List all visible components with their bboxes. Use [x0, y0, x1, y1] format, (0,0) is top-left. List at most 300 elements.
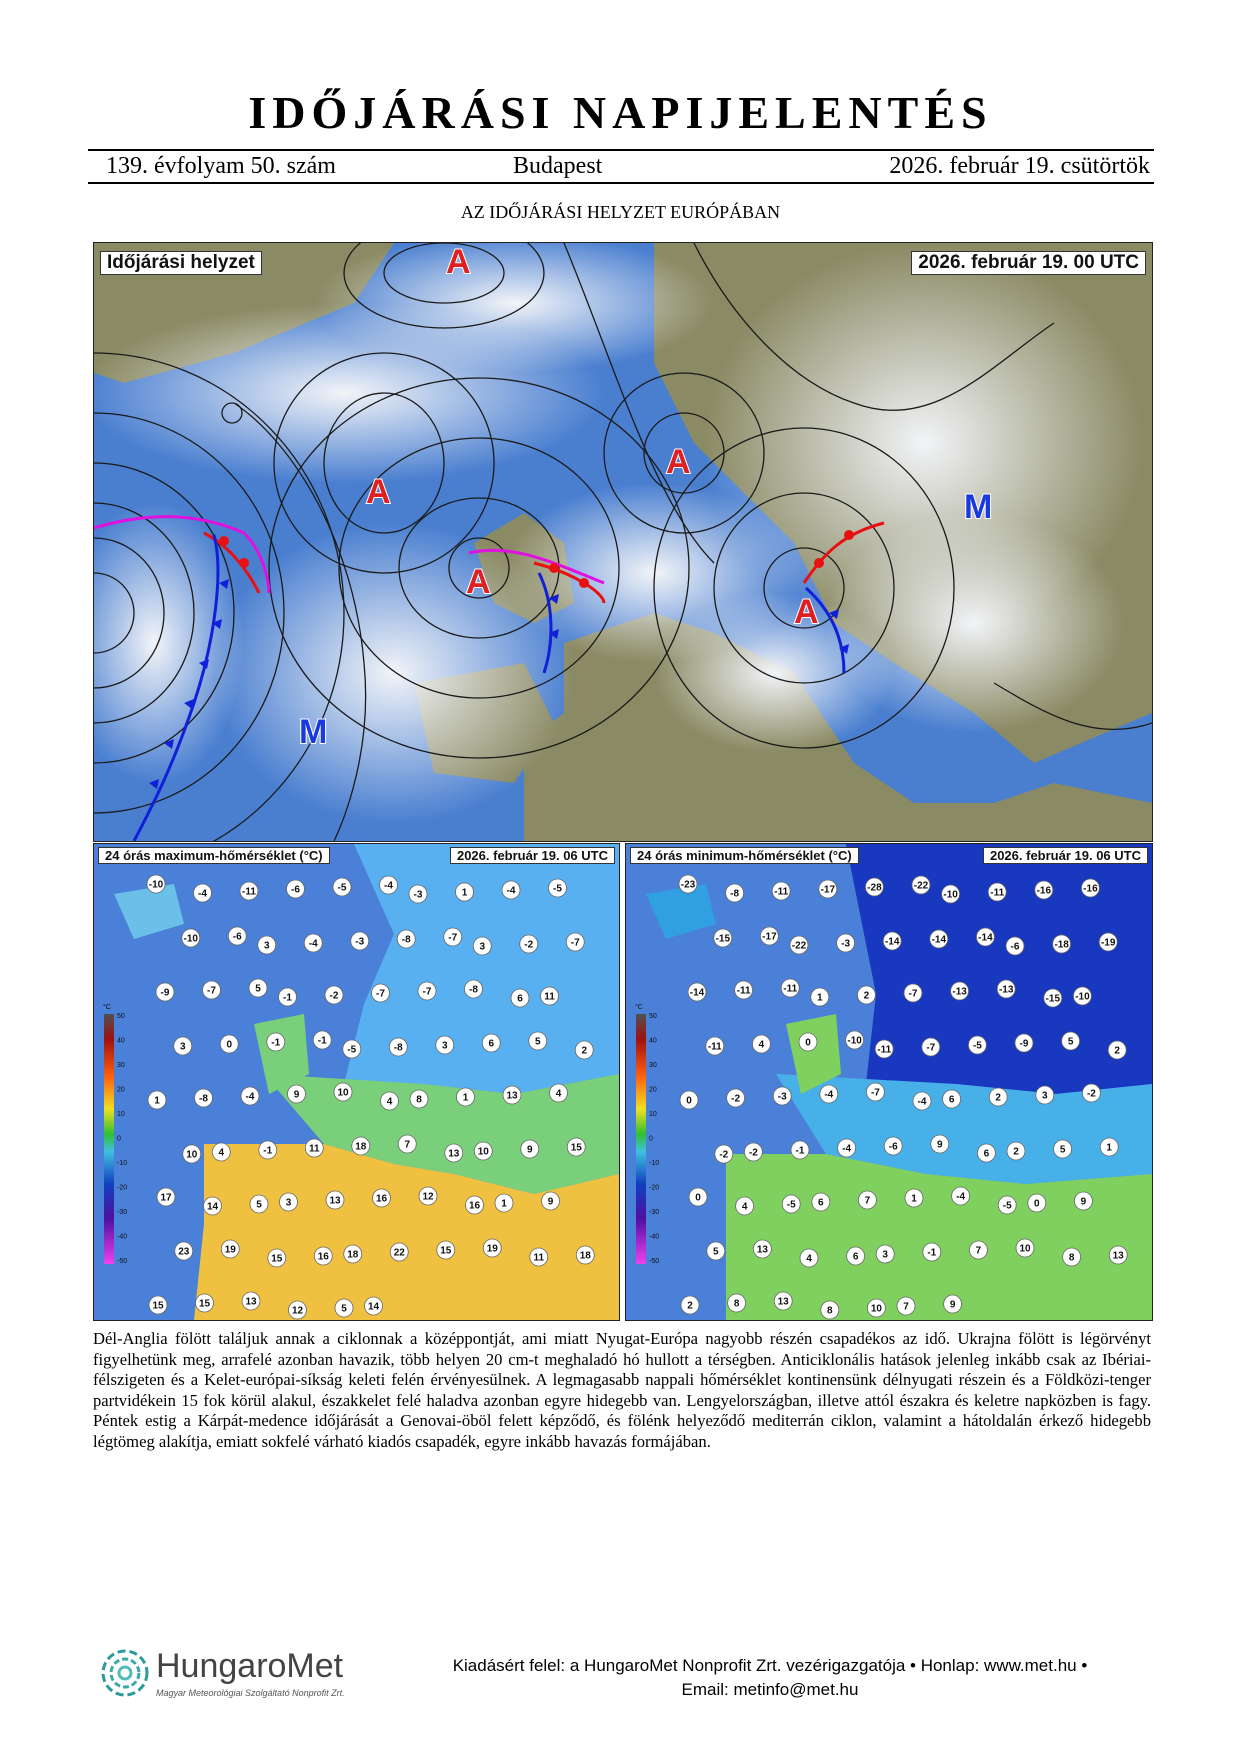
- station-marker: [365, 1297, 383, 1315]
- station-marker: [688, 983, 706, 1001]
- station-temperature-value: 13: [777, 1296, 789, 1308]
- page-title: IDŐJÁRÁSI NAPIJELENTÉS: [248, 87, 993, 138]
- station-marker: [943, 1090, 961, 1108]
- station-temperature-value: -13: [998, 984, 1014, 996]
- station-temperature-value: 3: [285, 1197, 292, 1209]
- station-marker: [1108, 1041, 1126, 1059]
- station-marker: [436, 1036, 454, 1054]
- scale-unit-label: °C: [635, 1004, 643, 1011]
- footer-email: Email: metinfo@met.hu: [681, 1680, 859, 1699]
- station-temperature-value: 0: [695, 1192, 701, 1204]
- station-marker: [744, 1143, 762, 1161]
- station-marker: [287, 880, 305, 898]
- station-temperature-value: -2: [329, 990, 339, 1002]
- station-marker: [549, 879, 567, 897]
- station-marker: [147, 875, 165, 893]
- footer-line-1: Kiadásért felel: a HungaroMet Nonprofit Zrt. vezérigazgatója • Honlap: www.met.hu •: [452, 1656, 1088, 1675]
- station-marker: [242, 1292, 260, 1310]
- scale-tick-label: 40: [649, 1037, 657, 1045]
- station-marker: [511, 989, 529, 1007]
- station-marker: [373, 1189, 391, 1207]
- scale-tick-label: 30: [649, 1062, 657, 1069]
- station-temperature-value: 7: [864, 1195, 871, 1207]
- station-temperature-value: 7: [404, 1139, 411, 1151]
- scale-tick-label: 0: [117, 1135, 121, 1143]
- station-marker: [576, 1246, 594, 1264]
- station-marker: [334, 1083, 352, 1101]
- scale-tick-label: -50: [649, 1258, 660, 1265]
- high-pressure-center: A: [446, 243, 471, 281]
- synoptic-map: [93, 242, 1153, 842]
- station-temperature-value: -10: [1075, 991, 1090, 1003]
- station-temperature-value: -2: [719, 1149, 729, 1161]
- station-marker: [220, 1035, 238, 1053]
- station-marker: [1044, 989, 1062, 1007]
- station-temperature-value: -7: [908, 988, 918, 1000]
- station-marker: [1006, 937, 1024, 955]
- station-temperature-value: -2: [524, 939, 534, 951]
- logo-spiral-icon: [100, 1645, 150, 1701]
- station-temperature-value: 7: [975, 1245, 982, 1257]
- station-temperature-value: -17: [820, 884, 836, 896]
- station-temperature-value: -5: [1002, 1200, 1012, 1212]
- station-temperature-value: -6: [1010, 941, 1020, 953]
- station-marker: [196, 1294, 214, 1312]
- station-marker: [1100, 1138, 1118, 1156]
- station-temperature-value: 18: [347, 1249, 359, 1261]
- station-marker: [289, 1301, 307, 1319]
- min-map-time: 2026. február 19. 06 UTC: [983, 847, 1148, 864]
- station-marker: [1053, 935, 1071, 953]
- station-marker: [799, 1033, 817, 1051]
- station-marker: [905, 1189, 923, 1207]
- station-marker: [857, 986, 875, 1004]
- station-temperature-value: -11: [990, 887, 1005, 899]
- station-temperature-value: 6: [983, 1148, 990, 1160]
- station-marker: [529, 1032, 547, 1050]
- station-temperature-value: 2: [863, 990, 870, 1002]
- station-temperature-value: 6: [818, 1197, 824, 1209]
- station-marker: [437, 1241, 455, 1259]
- station-marker: [791, 1141, 809, 1159]
- station-temperature-value: -14: [978, 932, 993, 944]
- station-marker: [679, 875, 697, 893]
- volume-number: 139. évfolyam 50. szám: [106, 153, 336, 179]
- station-marker: [1028, 1194, 1046, 1212]
- station-temperature-value: 11: [533, 1252, 545, 1264]
- station-temperature-value: -1: [927, 1247, 937, 1259]
- station-temperature-value: 10: [1019, 1243, 1031, 1255]
- station-temperature-value: -4: [384, 880, 393, 892]
- station-temperature-value: 0: [1034, 1198, 1040, 1210]
- scale-tick-label: 20: [117, 1086, 125, 1094]
- station-marker: [204, 1197, 222, 1215]
- station-temperature-value: 22: [393, 1247, 405, 1259]
- station-temperature-value: 4: [555, 1088, 562, 1100]
- station-marker: [409, 885, 427, 903]
- station-temperature-value: 9: [937, 1139, 943, 1151]
- station-marker: [343, 1040, 361, 1058]
- station-temperature-value: -3: [413, 889, 423, 901]
- station-temperature-value: 15: [152, 1300, 164, 1312]
- station-marker: [175, 1242, 193, 1260]
- station-temperature-value: 5: [255, 983, 261, 995]
- station-marker: [381, 1092, 399, 1110]
- station-temperature-value: 1: [501, 1198, 507, 1210]
- weather-summary-text: Dél-Anglia fölött találjuk annak a ciklonnak a középpontját, ami miatt Nyugat-Európa nagyobb részén csapadékos az idő. Ukrajna fölött is légörvényt figyelhetünk meg, arrafelé azonban havazik, több helyen 20 cm-t meghaladó hó hullott a térségben. Anticiklonális hatások jelenleg inkább csak az Ibériai-félszigeten és a Kelet-európai-síkság keleti felén érvényesülnek. A legmagasabb nappali hőmérséklet kontinensünk délnyugati részein és a Földközi-tenger partvidékein 15 fok körül alakul, északkelet felé haladva azonban egyre hidegebb van. Lengyelországban, illetve attól északra és keletre napközben is fagy. Péntek estig a Kárpát-medence időjárását a Genovai-öböl felett képződő, és fölénk helyeződő mediterrán ciklon, valamint a hátoldalán érkező hidegebb légtömeg alakítja, emiatt sokfelé várható kiadós csapadék, egyre inkább havazás formájában.: [93, 1329, 1151, 1451]
- station-temperature-value: -15: [715, 933, 731, 945]
- station-temperature-value: -4: [917, 1096, 927, 1108]
- station-marker: [344, 1245, 362, 1263]
- station-marker: [228, 927, 246, 945]
- station-marker: [575, 1041, 593, 1059]
- station-marker: [483, 1239, 501, 1257]
- scale-tick-label: 40: [117, 1037, 125, 1045]
- hungaromet-logo: [100, 1645, 370, 1705]
- station-temperature-value: -6: [888, 1141, 898, 1153]
- station-temperature-value: 13: [756, 1244, 768, 1256]
- station-temperature-value: -14: [931, 934, 947, 946]
- station-marker: [267, 1033, 285, 1051]
- station-marker: [221, 1240, 239, 1258]
- station-temperature-value: 11: [544, 991, 555, 1003]
- station-marker: [790, 936, 808, 954]
- station-marker: [846, 1031, 864, 1049]
- station-marker: [258, 936, 276, 954]
- high-pressure-center: A: [794, 593, 819, 631]
- station-temperature-value: 1: [911, 1193, 917, 1205]
- station-marker: [456, 883, 474, 901]
- station-marker: [1082, 1084, 1100, 1102]
- station-marker: [203, 981, 221, 999]
- station-marker: [1054, 1140, 1072, 1158]
- station-marker: [390, 1243, 408, 1261]
- station-temperature-value: 3: [1042, 1090, 1048, 1102]
- station-marker: [782, 1195, 800, 1213]
- station-temperature-value: 14: [206, 1201, 219, 1213]
- station-marker: [689, 1188, 707, 1206]
- station-marker: [680, 1091, 698, 1109]
- station-marker: [812, 1193, 830, 1211]
- station-temperature-value: 18: [355, 1141, 367, 1153]
- station-marker: [380, 876, 398, 894]
- issue-date: 2026. február 19. csütörtök: [889, 153, 1150, 179]
- scale-tick-label: -10: [117, 1160, 128, 1167]
- scale-tick-label: 10: [117, 1111, 125, 1118]
- station-temperature-value: -3: [355, 936, 365, 948]
- station-marker: [567, 1138, 585, 1156]
- station-marker: [474, 1142, 492, 1160]
- station-marker: [268, 1249, 286, 1267]
- station-marker: [279, 988, 297, 1006]
- station-marker: [931, 1135, 949, 1153]
- station-temperature-value: -3: [841, 938, 851, 950]
- station-temperature-value: 12: [291, 1305, 304, 1317]
- station-marker: [418, 982, 436, 1000]
- station-marker: [735, 981, 753, 999]
- temperature-scale-bar: [104, 1014, 114, 1264]
- station-temperature-value: 23: [178, 1246, 190, 1258]
- station-temperature-value: -22: [791, 940, 807, 952]
- station-marker: [495, 1194, 513, 1212]
- scale-tick-label: 50: [649, 1013, 657, 1020]
- station-marker: [1074, 1192, 1092, 1210]
- station-marker: [883, 932, 901, 950]
- station-temperature-value: -11: [242, 886, 256, 898]
- station-temperature-value: -2: [731, 1093, 741, 1105]
- station-temperature-value: -16: [1083, 883, 1098, 895]
- station-temperature-value: 6: [488, 1038, 495, 1050]
- station-marker: [811, 988, 829, 1006]
- station-marker: [819, 880, 837, 898]
- station-marker: [466, 1196, 484, 1214]
- station-temperature-value: 15: [271, 1253, 283, 1265]
- station-temperature-value: -4: [842, 1143, 852, 1155]
- station-marker: [250, 1195, 268, 1213]
- station-temperature-value: 14: [367, 1301, 380, 1313]
- min-map-label: 24 órás minimum-hőmérséklet (°C): [630, 847, 859, 864]
- station-temperature-value: 16: [317, 1251, 329, 1263]
- station-temperature-value: 8: [1068, 1252, 1075, 1264]
- min-temperature-map: [625, 843, 1153, 1321]
- station-temperature-value: -7: [422, 986, 432, 998]
- station-marker: [923, 1243, 941, 1261]
- synoptic-map-time: 2026. február 19. 00 UTC: [911, 251, 1146, 275]
- station-temperature-value: 1: [1106, 1142, 1112, 1154]
- station-marker: [875, 1040, 893, 1058]
- station-marker: [194, 884, 212, 902]
- scale-tick-label: -40: [117, 1233, 128, 1241]
- station-marker: [398, 1135, 416, 1153]
- station-temperature-value: 16: [468, 1200, 481, 1212]
- station-marker: [681, 1296, 699, 1314]
- station-temperature-value: 3: [441, 1040, 448, 1052]
- station-temperature-value: -19: [1100, 937, 1116, 949]
- station-temperature-value: -7: [926, 1042, 936, 1054]
- station-temperature-value: -13: [952, 986, 967, 998]
- station-temperature-value: 0: [226, 1039, 233, 1051]
- station-marker: [820, 1085, 838, 1103]
- station-marker: [1099, 933, 1117, 951]
- station-marker: [520, 935, 538, 953]
- station-marker: [988, 883, 1006, 901]
- high-pressure-center: A: [466, 563, 491, 601]
- station-marker: [865, 878, 883, 896]
- station-temperature-value: 9: [1080, 1196, 1087, 1208]
- station-marker: [821, 1301, 839, 1319]
- station-temperature-value: -5: [786, 1199, 796, 1211]
- station-temperature-value: -10: [148, 879, 164, 891]
- station-temperature-value: -2: [748, 1147, 758, 1159]
- station-temperature-value: 18: [579, 1250, 591, 1262]
- scale-tick-label: 50: [117, 1013, 125, 1020]
- station-temperature-value: -7: [448, 932, 458, 944]
- scale-tick-label: 0: [649, 1135, 653, 1143]
- station-marker: [304, 934, 322, 952]
- station-temperature-value: 15: [440, 1245, 452, 1257]
- station-temperature-value: -10: [847, 1035, 862, 1047]
- station-marker: [335, 1299, 353, 1317]
- station-marker: [1035, 881, 1053, 899]
- station-temperature-value: -5: [337, 882, 347, 894]
- station-temperature-value: -7: [376, 988, 385, 1000]
- station-marker: [752, 1035, 770, 1053]
- station-marker: [397, 930, 415, 948]
- station-marker: [521, 1140, 539, 1158]
- station-temperature-value: -2: [1086, 1088, 1096, 1100]
- scale-tick-label: 30: [117, 1062, 125, 1069]
- station-marker: [240, 882, 258, 900]
- station-temperature-value: -11: [774, 886, 789, 898]
- station-marker: [183, 1145, 201, 1163]
- station-marker: [753, 1240, 771, 1258]
- station-temperature-value: 13: [448, 1148, 460, 1160]
- station-temperature-value: 4: [386, 1096, 393, 1108]
- cold-land-north: [846, 844, 1152, 1094]
- station-temperature-value: -11: [736, 985, 751, 997]
- station-temperature-value: -14: [689, 987, 705, 999]
- station-temperature-value: 4: [758, 1039, 765, 1051]
- station-marker: [952, 1187, 970, 1205]
- station-temperature-value: 10: [337, 1087, 349, 1099]
- station-temperature-value: 1: [154, 1095, 160, 1107]
- station-marker: [866, 1083, 884, 1101]
- station-marker: [352, 1137, 370, 1155]
- station-temperature-value: -10: [943, 889, 958, 901]
- station-temperature-value: -4: [956, 1191, 966, 1203]
- station-temperature-value: -22: [913, 880, 929, 892]
- station-temperature-value: 13: [329, 1195, 341, 1207]
- station-temperature-value: -5: [972, 1040, 982, 1052]
- station-marker: [1062, 1032, 1080, 1050]
- synoptic-map-graphic: [94, 243, 1152, 841]
- station-marker: [1081, 879, 1099, 897]
- station-marker: [457, 1088, 475, 1106]
- station-temperature-value: 17: [160, 1192, 172, 1204]
- scale-tick-label: 10: [649, 1111, 657, 1118]
- station-marker: [715, 1145, 733, 1163]
- station-temperature-value: 8: [416, 1094, 422, 1106]
- station-marker: [195, 1089, 213, 1107]
- station-temperature-value: 15: [198, 1298, 211, 1310]
- station-temperature-value: -3: [777, 1091, 787, 1103]
- station-temperature-value: 4: [218, 1147, 225, 1159]
- station-marker: [867, 1299, 885, 1317]
- station-marker: [997, 980, 1015, 998]
- station-temperature-value: 5: [1059, 1144, 1066, 1156]
- station-marker: [465, 980, 483, 998]
- station-marker: [976, 928, 994, 946]
- scale-tick-label: -30: [117, 1209, 128, 1216]
- station-marker: [149, 1296, 167, 1314]
- station-temperature-value: -5: [553, 883, 562, 895]
- station-marker: [913, 1092, 931, 1110]
- station-temperature-value: 2: [1013, 1146, 1019, 1158]
- station-marker: [351, 932, 369, 950]
- station-temperature-value: 9: [293, 1089, 300, 1101]
- station-temperature-value: 9: [526, 1144, 533, 1156]
- scale-tick-label: -10: [649, 1160, 660, 1167]
- synoptic-map-label: Időjárási helyzet: [100, 251, 262, 275]
- station-temperature-value: 3: [179, 1041, 186, 1053]
- station-temperature-value: -1: [317, 1035, 327, 1047]
- station-marker: [502, 881, 520, 899]
- station-temperature-value: -17: [762, 931, 777, 943]
- station-marker: [728, 1294, 746, 1312]
- station-marker: [951, 982, 969, 1000]
- station-marker: [157, 1188, 175, 1206]
- station-temperature-value: 3: [882, 1249, 888, 1261]
- station-marker: [313, 1031, 331, 1049]
- station-marker: [182, 929, 200, 947]
- station-marker: [858, 1191, 876, 1209]
- station-temperature-value: -4: [506, 885, 516, 897]
- station-temperature-value: -9: [160, 987, 170, 999]
- station-temperature-value: 13: [245, 1296, 257, 1308]
- station-marker: [944, 1295, 962, 1313]
- station-temperature-value: -11: [877, 1044, 892, 1056]
- station-marker: [998, 1196, 1016, 1214]
- station-temperature-value: 10: [477, 1146, 489, 1158]
- station-marker: [1073, 987, 1091, 1005]
- station-temperature-value: -10: [183, 933, 198, 945]
- station-marker: [838, 1139, 856, 1157]
- station-marker: [977, 1144, 995, 1162]
- station-temperature-value: -11: [783, 983, 798, 995]
- station-temperature-value: 2: [995, 1092, 1001, 1104]
- station-temperature-value: -8: [393, 1042, 403, 1054]
- station-marker: [781, 979, 799, 997]
- station-marker: [542, 1192, 560, 1210]
- high-pressure-center: A: [666, 443, 691, 481]
- station-temperature-value: 3: [263, 940, 270, 952]
- station-marker: [736, 1197, 754, 1215]
- station-marker: [156, 983, 174, 1001]
- station-temperature-value: -9: [1019, 1038, 1029, 1050]
- station-temperature-value: -1: [263, 1145, 273, 1157]
- station-marker: [847, 1247, 865, 1265]
- station-marker: [249, 979, 267, 997]
- station-temperature-value: 10: [870, 1303, 882, 1315]
- section-title: AZ IDŐJÁRÁSI HELYZET EURÓPÁBAN: [460, 202, 781, 222]
- station-marker: [389, 1038, 407, 1056]
- station-marker: [333, 878, 351, 896]
- scale-tick-label: -20: [649, 1184, 660, 1192]
- station-marker: [876, 1245, 894, 1263]
- station-marker: [174, 1037, 192, 1055]
- station-marker: [314, 1247, 332, 1265]
- station-marker: [325, 986, 343, 1004]
- station-temperature-value: 6: [948, 1094, 955, 1106]
- station-marker: [706, 1037, 724, 1055]
- station-marker: [326, 1191, 344, 1209]
- station-temperature-value: 0: [686, 1095, 692, 1107]
- station-marker: [930, 930, 948, 948]
- station-temperature-value: 12: [422, 1191, 434, 1203]
- station-marker: [989, 1088, 1007, 1106]
- station-marker: [760, 927, 778, 945]
- station-marker: [419, 1187, 437, 1205]
- scale-tick-label: -30: [649, 1209, 660, 1216]
- station-temperature-value: 8: [733, 1298, 740, 1310]
- city: Budapest: [513, 153, 603, 179]
- station-marker: [482, 1034, 500, 1052]
- station-marker: [566, 933, 584, 951]
- station-marker: [530, 1248, 548, 1266]
- station-temperature-value: 1: [462, 1092, 469, 1104]
- station-temperature-value: -1: [283, 992, 292, 1004]
- station-temperature-value: -8: [730, 888, 740, 900]
